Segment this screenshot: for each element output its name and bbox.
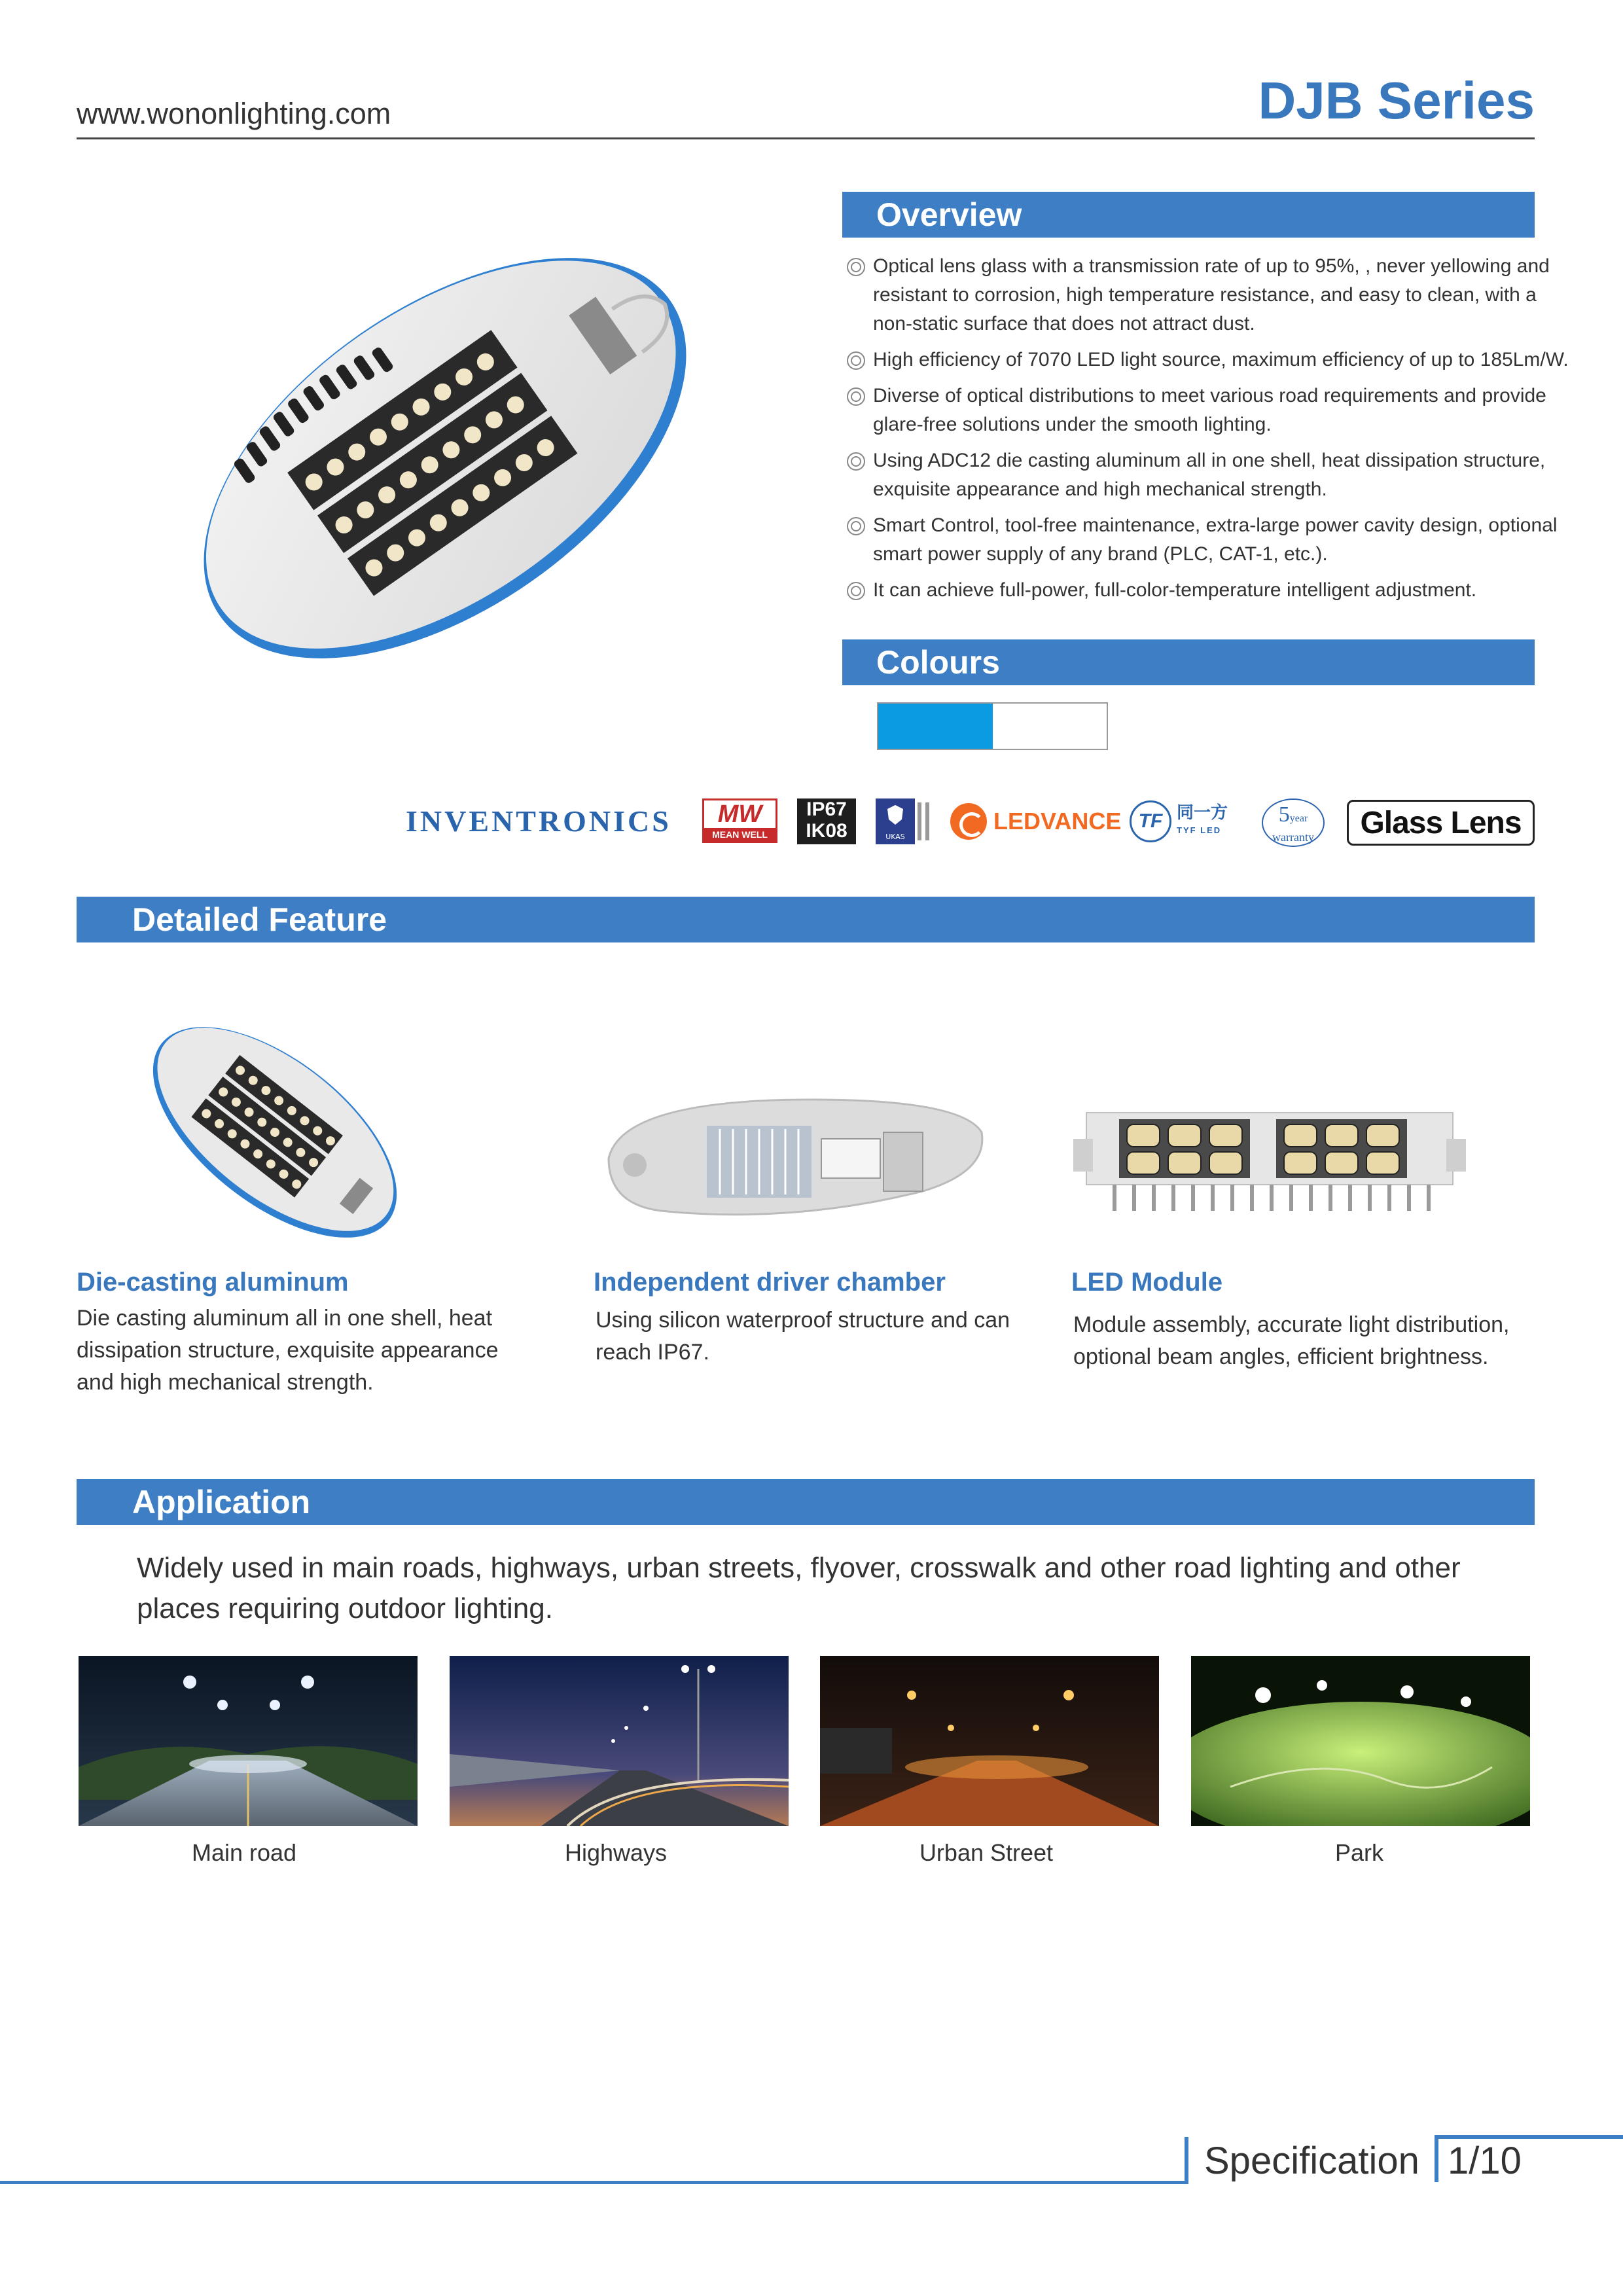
overview-item bbox=[844, 446, 1574, 504]
application-description: Widely used in main roads, highways, urban streets, flyover, crosswalk and other road lighting and other places requiring outdoor lighting. bbox=[137, 1552, 1461, 1624]
warranty-year-label: year bbox=[1289, 813, 1308, 824]
overview-item bbox=[844, 252, 1574, 338]
overview-item bbox=[844, 382, 1574, 439]
ledvance-text: LEDVANCE bbox=[993, 808, 1122, 834]
series-title: DJB Series bbox=[1258, 71, 1535, 130]
warranty-badge bbox=[1262, 798, 1325, 847]
footer-divider bbox=[0, 2181, 1188, 2184]
feature-title: LED Module bbox=[1071, 1268, 1223, 1297]
bullet-circle-icon bbox=[844, 346, 873, 374]
feature-image-die-casting bbox=[128, 1001, 422, 1263]
overview-item-text: Using ADC12 die casting aluminum all in one shell, heat dissipation structure, exquisite appearance and high mechanical strength. bbox=[873, 450, 1546, 500]
bullet-circle-icon bbox=[844, 576, 873, 605]
product-image-streetlight bbox=[170, 216, 720, 700]
photo-caption: Main road bbox=[191, 1839, 297, 1866]
ukas-label: UKAS bbox=[885, 833, 905, 841]
colour-swatch-blue bbox=[878, 704, 993, 749]
ukas-certification-icon bbox=[876, 798, 933, 844]
tyf-brand-text bbox=[1177, 803, 1228, 840]
ip-ik-rating-badge bbox=[797, 798, 856, 844]
warranty-badge-text bbox=[1263, 802, 1323, 831]
warranty-years: 5 bbox=[1278, 802, 1290, 827]
warranty-label: warranty bbox=[1272, 831, 1314, 844]
colour-swatches bbox=[877, 702, 1108, 750]
bullet-circle-icon bbox=[844, 511, 873, 540]
meanwell-logo-text: MEAN WELL bbox=[704, 828, 776, 841]
overview-item-text: Optical lens glass with a transmission rate of up to 95%, , never yellowing and resistant to corrosion, high temperature resistance, and easy to clean, with a non-static surface that does not attract dust. bbox=[873, 255, 1550, 334]
overview-item-text: Diverse of optical distributions to meet various road requirements and provide glare-free solutions under the smooth lighting. bbox=[873, 385, 1546, 435]
ledvance-mark-icon bbox=[950, 803, 987, 840]
footer-section-label: Specification bbox=[1204, 2140, 1419, 2182]
colours-heading: Colours bbox=[842, 639, 1535, 685]
application-photo-urban-street bbox=[820, 1656, 1159, 1826]
overview-item-text: High efficiency of 7070 LED light source, maximum efficiency of up to 185Lm/W. bbox=[873, 349, 1569, 370]
ik-rating-text: IK08 bbox=[806, 820, 847, 842]
footer-page-divider bbox=[1435, 2135, 1438, 2182]
page-number: 1/10 bbox=[1448, 2140, 1522, 2182]
feature-title: Die-casting aluminum bbox=[77, 1268, 349, 1297]
bullet-circle-icon bbox=[844, 252, 873, 281]
overview-item bbox=[844, 511, 1574, 569]
tyf-mark-icon: TF bbox=[1130, 800, 1171, 842]
ledvance-logo bbox=[950, 802, 1121, 841]
photo-caption: Park bbox=[1334, 1839, 1384, 1866]
header-divider bbox=[77, 137, 1535, 139]
overview-item bbox=[844, 346, 1574, 374]
inventronics-logo: INVENTRONICS bbox=[406, 804, 671, 838]
application-photo-highways bbox=[450, 1656, 789, 1826]
feature-image-driver-chamber bbox=[596, 1093, 988, 1230]
feature-description: Module assembly, accurate light distribution, optional beam angles, efficient brightness. bbox=[1073, 1312, 1510, 1369]
meanwell-logo-mark: MW bbox=[717, 800, 762, 828]
bullet-circle-icon bbox=[844, 446, 873, 475]
feature-description: Using silicon waterproof structure and can reach IP67. bbox=[596, 1308, 1010, 1365]
meanwell-logo bbox=[702, 798, 777, 843]
photo-caption: Highways bbox=[564, 1839, 668, 1866]
application-heading: Application bbox=[77, 1479, 1535, 1525]
tyf-led-logo bbox=[1130, 800, 1228, 843]
feature-image-led-module bbox=[1073, 1106, 1466, 1224]
overview-list bbox=[844, 252, 1574, 612]
overview-heading: Overview bbox=[842, 192, 1535, 238]
application-photo-park bbox=[1191, 1656, 1530, 1826]
bullet-circle-icon bbox=[844, 382, 873, 410]
feature-title: Independent driver chamber bbox=[594, 1268, 946, 1297]
tyf-sub-text: TYF LED bbox=[1177, 825, 1222, 835]
glass-lens-badge: Glass Lens bbox=[1347, 800, 1535, 846]
site-url[interactable]: www.wononlighting.com bbox=[77, 97, 391, 130]
overview-item-text: Smart Control, tool-free maintenance, extra-large power cavity design, optional smart power supply of any brand (PLC, CAT-1, etc.). bbox=[873, 514, 1558, 565]
photo-caption: Urban Street bbox=[919, 1839, 1054, 1866]
colour-swatch-white bbox=[993, 704, 1107, 749]
feature-description: Die casting aluminum all in one shell, heat dissipation structure, exquisite appearance and high mechanical strength. bbox=[77, 1306, 499, 1395]
application-photo-main-road bbox=[79, 1656, 418, 1826]
overview-item bbox=[844, 576, 1574, 605]
footer-accent-bar bbox=[1185, 2137, 1188, 2184]
ip-rating-text: IP67 bbox=[806, 798, 847, 820]
tyf-cn-text: 同一方 bbox=[1177, 802, 1228, 822]
detailed-feature-heading: Detailed Feature bbox=[77, 897, 1535, 942]
overview-item-text: It can achieve full-power, full-color-temperature intelligent adjustment. bbox=[873, 579, 1477, 601]
